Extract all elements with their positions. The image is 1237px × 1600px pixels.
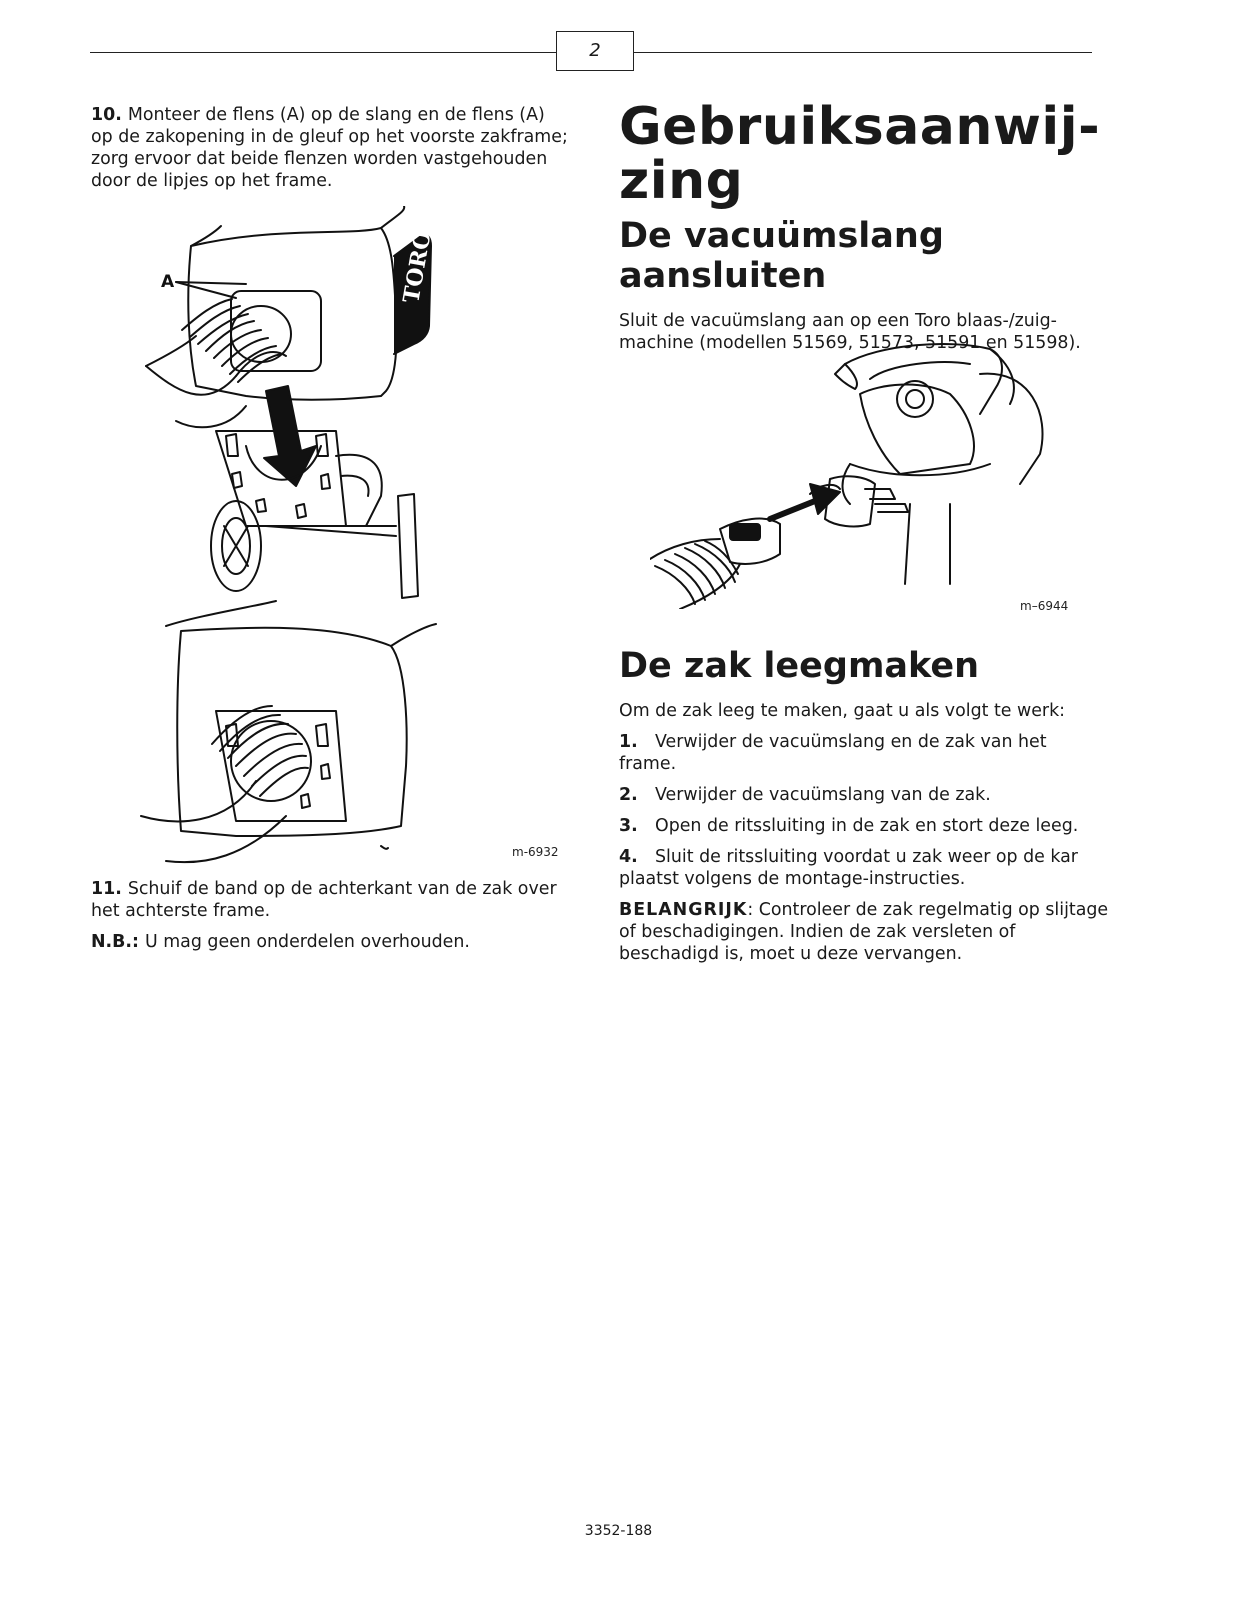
step-text: Open de ritssluiting in de zak en stort deze leeg. xyxy=(655,816,1079,836)
section-intro-empty-bag: Om de zak leeg te maken, gaat u als volgt te werk: xyxy=(619,701,1065,721)
figure-code-left: m-6932 xyxy=(512,845,559,859)
step-text: Verwijder de vacuümslang en de zak van het frame. xyxy=(619,732,1047,774)
list-item xyxy=(619,784,1109,806)
step-number: 2. xyxy=(619,785,638,805)
note xyxy=(91,931,571,953)
list-item xyxy=(619,815,1109,837)
left-column xyxy=(91,104,571,201)
list-item xyxy=(619,846,1109,890)
step-11-text: Schuif de band op de achterkant van de zak over het achterste frame. xyxy=(91,879,557,921)
page-title xyxy=(619,97,1109,211)
blower-hose-figure xyxy=(650,334,1070,609)
step-10-number: 10. xyxy=(91,105,122,125)
page-number: 2 xyxy=(556,31,634,71)
important-note xyxy=(619,899,1109,965)
right-column-lower xyxy=(619,646,1109,974)
figure-code-right: m–6944 xyxy=(1020,599,1069,613)
label-a: A xyxy=(161,272,175,292)
step-number: 4. xyxy=(619,847,638,867)
right-column xyxy=(619,97,1109,363)
document-number: 3352-188 xyxy=(584,1523,653,1539)
step-11-number: 11. xyxy=(91,879,122,899)
step-10-text: Monteer de flens (A) op de slang en de flens (A) op de zakopening in de gleuf op het voorste zakframe; zorg ervoor dat beide flenzen worden vastgehouden door de lipjes op het frame. xyxy=(91,105,568,191)
bag-attachment-figure xyxy=(136,206,566,871)
important-text: : Controleer de zak regelmatig op slijtage of beschadigingen. Indien de zak versleten of beschadigd is, moet u deze vervangen. xyxy=(619,900,1109,964)
note-label: N.B.: xyxy=(91,932,139,952)
step-number: 1. xyxy=(619,732,638,752)
note-text: U mag geen onderdelen overhouden. xyxy=(144,932,470,952)
left-column-lower xyxy=(91,878,571,962)
step-number: 3. xyxy=(619,816,638,836)
section-text-hose: Sluit de vacuümslang aan op een Toro blaas-/zuig-machine (modellen 51569, 51573, 51591 en 51598). xyxy=(619,311,1081,353)
step-10 xyxy=(91,104,571,192)
page-title-line1: Gebruiksaanwij- xyxy=(619,97,1101,157)
step-11 xyxy=(91,878,571,922)
important-label: BELANGRIJK xyxy=(619,900,748,920)
list-item xyxy=(619,731,1109,775)
section-heading-hose: De vacuümslang aansluiten xyxy=(619,216,944,296)
step-text: Verwijder de vacuümslang van de zak. xyxy=(655,785,991,805)
section-heading-empty-bag: De zak leegmaken xyxy=(619,646,980,686)
toro-logo-text: TORO xyxy=(398,228,437,306)
step-text: Sluit de ritssluiting voordat u zak weer op de kar plaatst volgens de montage-instructies. xyxy=(619,847,1078,889)
page-title-line2: zing xyxy=(619,151,744,211)
